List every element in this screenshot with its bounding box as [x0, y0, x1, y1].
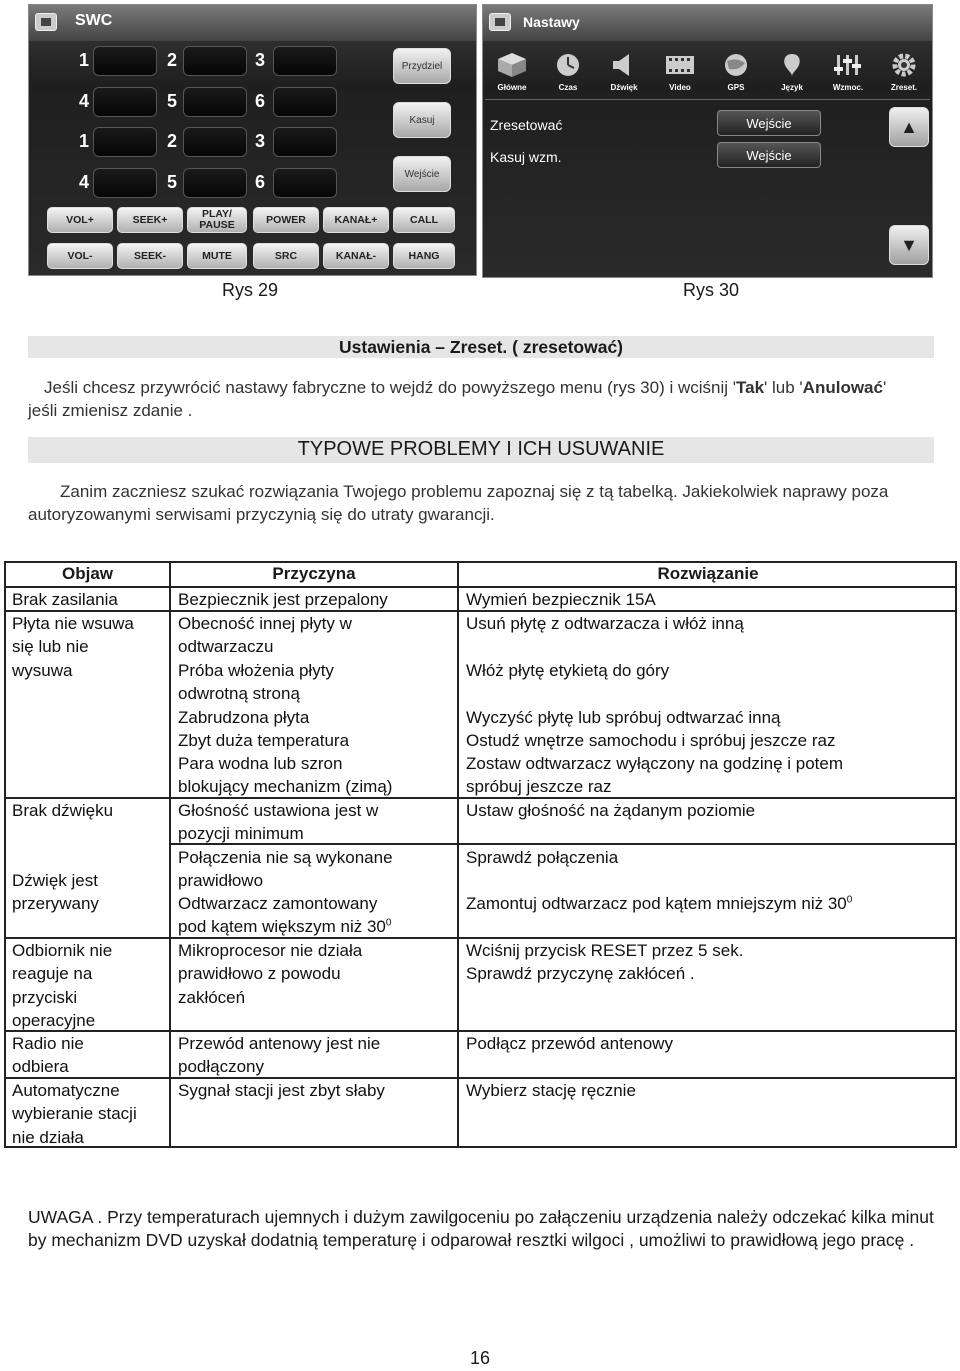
reset-text-cancel: Anulować [802, 378, 883, 397]
solution-text: Zamontuj odtwarzacz pod kątem mniejszym niż 30 [466, 894, 847, 913]
swc-num: 6 [255, 172, 266, 192]
swc-num: 2 [167, 131, 178, 151]
swc-num: 5 [167, 91, 178, 111]
reset-heading-band [28, 336, 934, 358]
solution-cell: Usuń płytę z odtwarzacza i włóż inną [466, 614, 744, 633]
cause-text: Odtwarzacz zamontowany pod kątem większym niż 30 [178, 894, 386, 937]
gps-icon[interactable] [717, 51, 755, 79]
key-mute[interactable]: MUTE [187, 243, 247, 269]
settings-title: Nastawy [523, 14, 580, 30]
nav-label-main: Główne [497, 83, 527, 92]
caption-fig30: Rys 30 [683, 280, 740, 300]
swc-slot[interactable] [93, 168, 157, 198]
clear-amp-enter-button[interactable]: Wejście [717, 142, 821, 168]
solution-cell: Sprawdź połączenia [466, 848, 619, 867]
cause-cell: Głośność ustawiona jest w pozycji minimum [178, 801, 379, 844]
main-settings-icon[interactable] [493, 51, 531, 79]
degree-sup: 0 [385, 917, 392, 929]
nav-label-language: Język [781, 83, 803, 92]
swc-slot[interactable] [273, 46, 337, 76]
reset-text-3: ' jeśli zmienisz zdanie . [28, 378, 887, 420]
warning-note: UWAGA . Przy temperaturach ujemnych i dużym zawilgoceniu po załączeniu urządzenia należy odczekać kilka minut by mechanizm DVD uzyskał dodatnią temperaturę i odparował resztki wilgoci , umożliwi to prawidłową jego pracę . [28, 1207, 934, 1250]
cause-cell: Połączenia nie są wykonane prawidłowo [178, 848, 393, 891]
key-channel-up[interactable]: KANAŁ+ [323, 207, 389, 233]
enter-button[interactable]: Wejście [393, 156, 451, 192]
key-seek-up[interactable]: SEEK+ [117, 207, 183, 233]
caption-fig29: Rys 29 [222, 280, 279, 300]
swc-slot[interactable] [183, 127, 247, 157]
assign-button[interactable]: Przydziel [393, 48, 451, 84]
clear-amp-label: Kasuj wzm. [490, 149, 562, 165]
swc-num: 4 [79, 172, 90, 192]
nav-divider [485, 99, 930, 100]
reset-text-2: ' lub ' [764, 378, 803, 397]
symptom-cell: Płyta nie wsuwa się lub nie wysuwa [12, 614, 134, 680]
symptom-cell: Odbiornik nie reaguje na przyciski operacyjne [12, 941, 113, 1030]
scroll-down-button[interactable]: ▼ [889, 225, 929, 265]
settings-screen [482, 4, 933, 278]
home-icon[interactable] [35, 13, 57, 31]
nav-label-amplifier: Wzmoc. [832, 83, 864, 92]
symptom-cell: Dźwięk jest przerywany [12, 871, 99, 914]
solution-cell: Wciśnij przycisk RESET przez 5 sek. Sprawdź przyczynę zakłóceń . [466, 941, 744, 984]
reset-enter-button[interactable]: Wejście [717, 110, 821, 136]
key-seek-down[interactable]: SEEK- [117, 243, 183, 269]
film-icon[interactable] [661, 51, 699, 79]
key-hang[interactable]: HANG [393, 243, 455, 269]
cause-cell: Para wodna lub szron blokujący mechanizm (zimą) [178, 754, 393, 797]
swc-slot[interactable] [93, 46, 157, 76]
swc-num: 6 [255, 91, 266, 111]
cause-cell: Przewód antenowy jest nie podłączony [178, 1034, 381, 1077]
problems-heading: TYPOWE PROBLEMY I ICH USUWANIE [297, 438, 665, 460]
gear-icon[interactable] [885, 51, 923, 79]
swc-slot[interactable] [93, 87, 157, 117]
cause-cell: Sygnał stacji jest zbyt słaby [178, 1081, 385, 1100]
page-number: 16 [469, 1348, 491, 1368]
swc-num: 2 [167, 50, 178, 70]
solution-cell [466, 892, 852, 915]
swc-num: 1 [79, 131, 90, 151]
clear-button[interactable]: Kasuj [393, 102, 451, 138]
degree-sup: 0 [846, 894, 853, 906]
swc-num: 5 [167, 172, 178, 192]
solution-cell: Wyczyść płytę lub spróbuj odtwarzać inną [466, 708, 781, 727]
solution-cell: Ostudź wnętrze samochodu i spróbuj jeszcze raz [466, 731, 836, 750]
reset-heading: Ustawienia – Zreset. ( zresetować) [339, 337, 623, 357]
solution-cell: Zostaw odtwarzacz wyłączony na godzinę i potem spróbuj jeszcze raz [466, 754, 844, 797]
solution-cell: Ustaw głośność na żądanym poziomie [466, 801, 756, 820]
cause-cell: Zabrudzona płyta [178, 708, 310, 727]
key-src[interactable]: SRC [253, 243, 319, 269]
swc-slot[interactable] [273, 168, 337, 198]
swc-num: 1 [79, 50, 90, 70]
cause-cell: Bezpiecznik jest przepalony [178, 590, 388, 609]
symptom-cell: Automatyczne wybieranie stacji nie działa [12, 1081, 137, 1147]
key-power[interactable]: POWER [253, 207, 319, 233]
reset-paragraph [28, 377, 908, 422]
key-call[interactable]: CALL [393, 207, 455, 233]
swc-num: 3 [255, 50, 266, 70]
reset-label: Zresetować [490, 117, 563, 133]
symptom-cell: Radio nie odbiera [12, 1034, 84, 1077]
header-symptom: Objaw [61, 564, 113, 583]
key-vol-down[interactable]: VOL- [47, 243, 113, 269]
home-icon[interactable] [489, 13, 511, 31]
clock-icon[interactable] [549, 51, 587, 79]
swc-num: 4 [79, 91, 90, 111]
swc-slot[interactable] [183, 168, 247, 198]
header-solution: Rozwiązanie [657, 564, 759, 583]
swc-slot[interactable] [273, 87, 337, 117]
swc-slot[interactable] [183, 87, 247, 117]
speaker-icon[interactable] [605, 51, 643, 79]
table-col-divider [457, 563, 459, 1146]
problems-paragraph: Zanim zaczniesz szukać rozwiązania Twojego problemu zapoznaj się z tą tabelką. Jakiekolwiek naprawy poza autoryzowanymi serwisami przyczynią się do utraty gwarancji. [28, 482, 889, 524]
solution-cell: Włóż płytę etykietą do góry [466, 661, 670, 680]
troubleshooting-table [4, 561, 957, 1148]
table-col-divider [169, 563, 171, 1146]
cause-cell: Mikroprocesor nie działa prawidłowo z powodu zakłóceń [178, 941, 363, 1007]
swc-screen [28, 4, 477, 276]
nav-label-video: Video [669, 83, 691, 92]
reset-text-1: Jeśli chcesz przywrócić nastawy fabryczne to wejdź do powyższego menu (rys 30) i wciśnij ' [44, 378, 736, 397]
key-channel-down[interactable]: KANAŁ- [323, 243, 389, 269]
cause-cell: Obecność innej płyty w odtwarzaczu [178, 614, 352, 657]
equalizer-icon[interactable] [829, 51, 867, 79]
language-icon[interactable] [773, 51, 811, 79]
header-cause: Przyczyna [272, 564, 356, 583]
nav-label-reset: Zreset. [890, 83, 918, 92]
swc-slot[interactable] [183, 46, 247, 76]
solution-cell: Wymień bezpiecznik 15A [466, 590, 656, 609]
key-vol-up[interactable]: VOL+ [47, 207, 113, 233]
swc-slot[interactable] [273, 127, 337, 157]
solution-cell: Wybierz stację ręcznie [466, 1081, 636, 1100]
cause-cell [178, 892, 391, 939]
symptom-cell: Brak zasilania [12, 590, 118, 609]
problems-heading-band [28, 437, 934, 463]
swc-slot[interactable] [93, 127, 157, 157]
swc-num: 3 [255, 131, 266, 151]
solution-cell: Podłącz przewód antenowy [466, 1034, 673, 1053]
nav-label-gps: GPS [727, 83, 745, 92]
swc-title: SWC [75, 12, 113, 29]
scroll-up-button[interactable]: ▲ [889, 107, 929, 147]
reset-text-yes: Tak [736, 378, 765, 397]
nav-label-sound: Dźwięk [610, 83, 638, 92]
cause-cell: Próba włożenia płyty odwrotną stroną [178, 661, 334, 704]
cause-cell: Zbyt duża temperatura [178, 731, 350, 750]
symptom-cell: Brak dźwięku [12, 801, 114, 820]
nav-label-time: Czas [558, 83, 578, 92]
key-play-pause[interactable]: PLAY/ PAUSE [187, 207, 247, 233]
